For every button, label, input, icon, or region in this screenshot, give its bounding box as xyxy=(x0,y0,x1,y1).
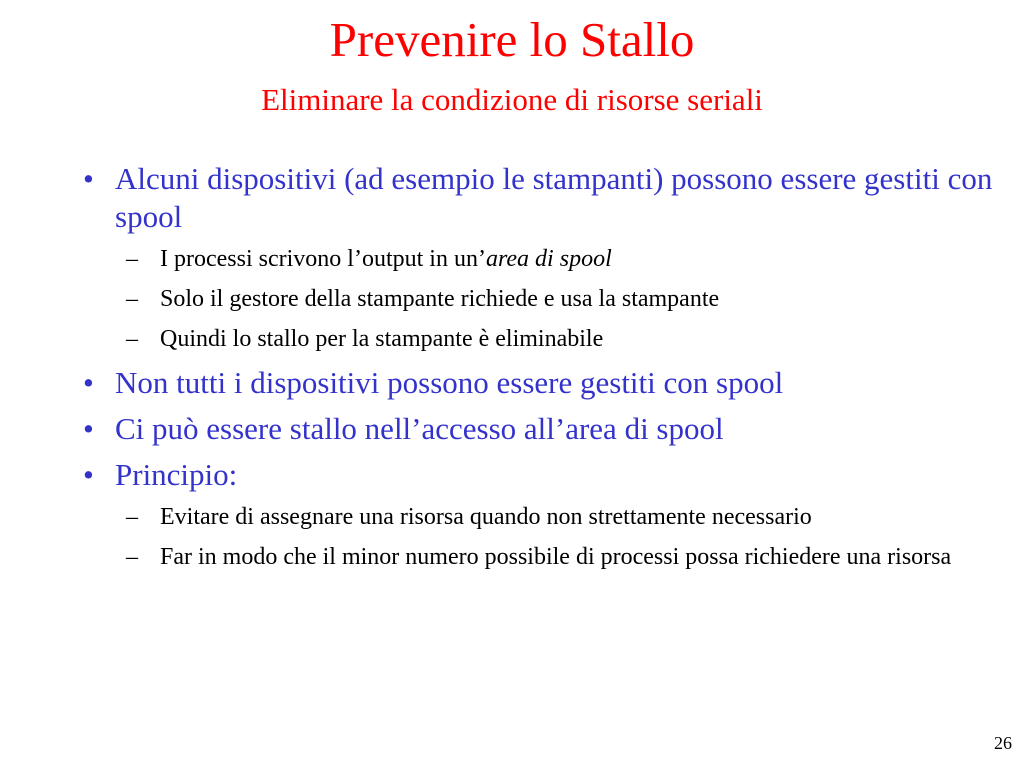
bullet-text: Principio: xyxy=(115,457,238,492)
sub-bullet-item xyxy=(123,324,998,354)
bullet-text: Alcuni dispositivi (ad esempio le stampanti) possono essere gestiti con spool xyxy=(115,161,993,234)
dash-icon: – xyxy=(126,326,138,352)
bullet-icon: • xyxy=(83,457,94,492)
dash-icon: – xyxy=(126,286,138,312)
bullet-item xyxy=(78,160,998,236)
bullet-text: Non tutti i dispositivi possono essere gestiti con spool xyxy=(115,365,784,400)
dash-icon: – xyxy=(126,504,138,530)
sub-bullet-item xyxy=(123,284,998,314)
sub-bullet-text-italic: area di spool xyxy=(485,246,612,272)
page-number: 26 xyxy=(994,733,1012,753)
sub-bullet-item xyxy=(123,244,998,274)
sub-bullet-text: Solo il gestore della stampante richiede e usa la stampante xyxy=(160,286,720,312)
slide-subtitle: Eliminare la condizione di risorse seriali xyxy=(261,82,763,117)
sub-bullet-item xyxy=(123,542,998,572)
slide-body xyxy=(78,160,998,582)
sub-bullet-text: I processi scrivono l’output in un’ xyxy=(160,246,486,272)
dash-icon: – xyxy=(126,246,138,272)
bullet-item xyxy=(78,364,998,402)
bullet-icon: • xyxy=(83,365,94,400)
sub-bullet-item xyxy=(123,502,998,532)
sub-bullet-text: Evitare di assegnare una risorsa quando non strettamente necessario xyxy=(160,504,812,530)
dash-icon: – xyxy=(126,544,138,570)
bullet-item xyxy=(78,456,998,494)
slide-title: Prevenire lo Stallo xyxy=(329,12,695,67)
bullet-text: Ci può essere stallo nell’accesso all’area di spool xyxy=(115,411,724,446)
sub-bullet-text: Far in modo che il minor numero possibile di processi possa richiedere una risorsa xyxy=(160,544,952,570)
bullet-icon: • xyxy=(83,411,94,446)
bullet-icon: • xyxy=(83,161,94,196)
bullet-item xyxy=(78,410,998,448)
sub-bullet-text: Quindi lo stallo per la stampante è eliminabile xyxy=(160,326,604,352)
